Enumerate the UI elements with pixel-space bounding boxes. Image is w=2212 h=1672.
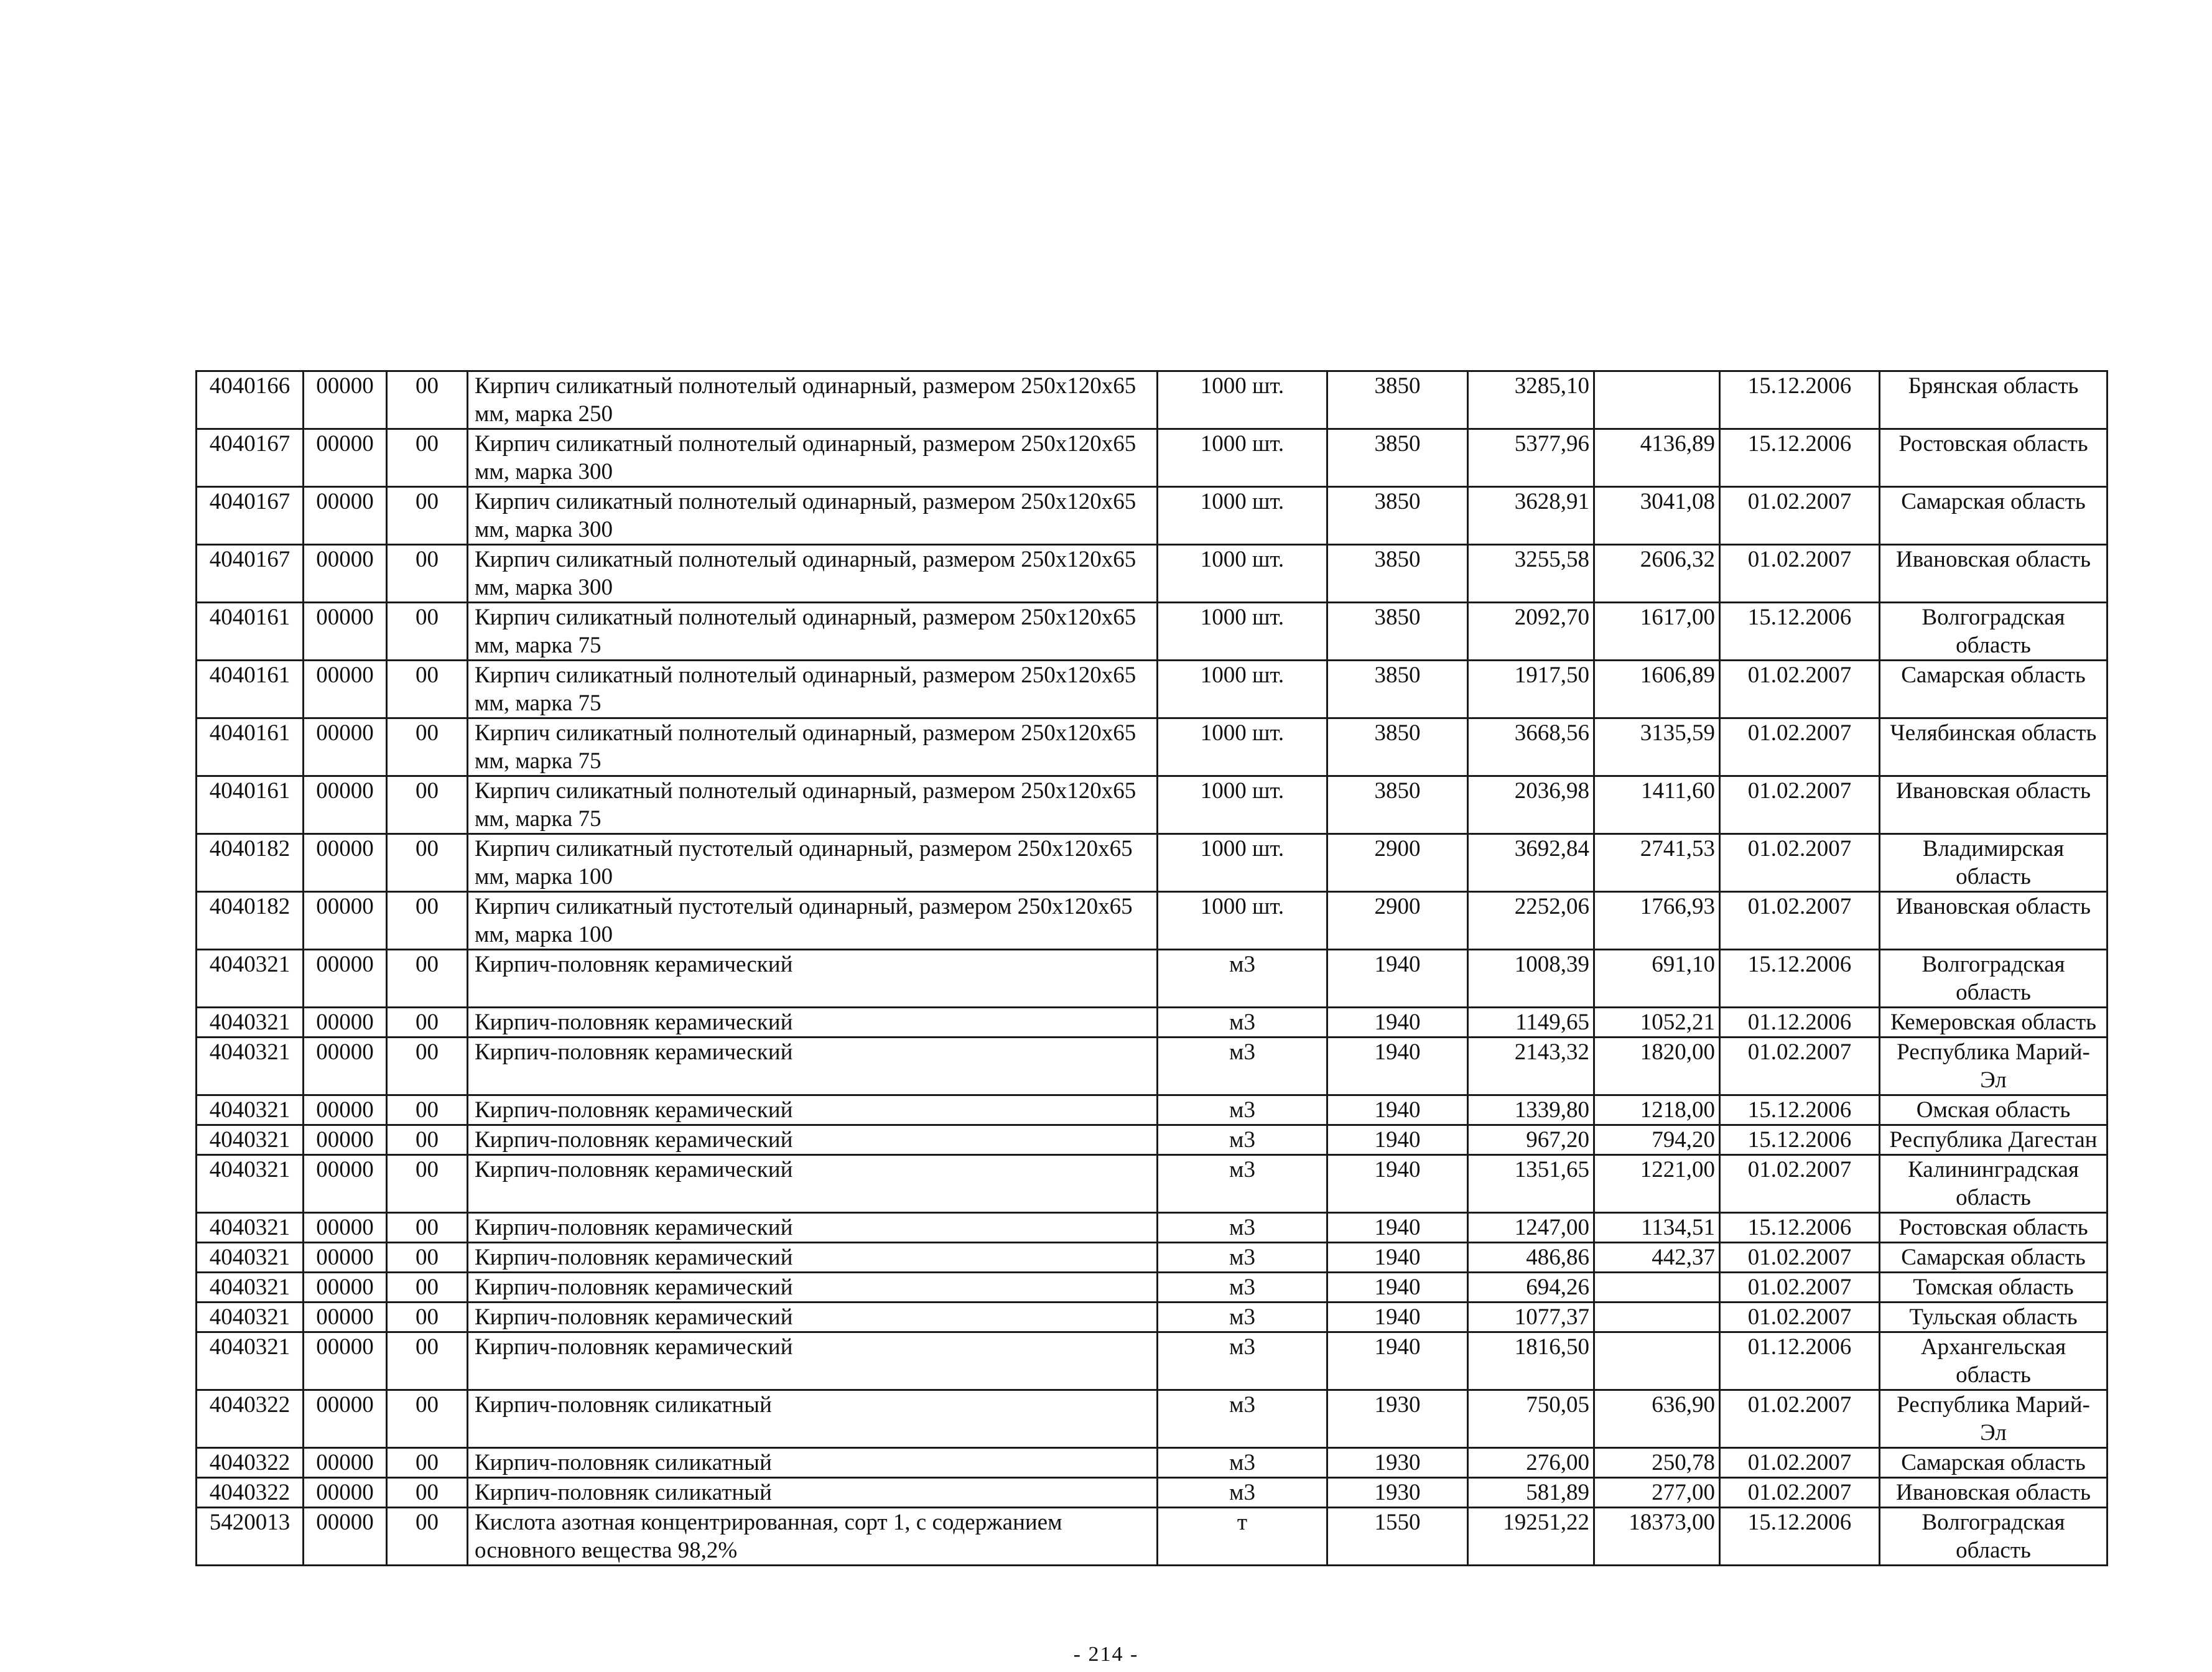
cell-unit: 1000 шт. xyxy=(1158,892,1327,950)
cell-price-min: 3135,59 xyxy=(1594,718,1720,776)
cell-suffix-code: 00 xyxy=(387,1332,468,1390)
cell-product-name: Кирпич силикатный пустотелый одинарный, размером 250x120x65 мм, марка 100 xyxy=(468,892,1158,950)
cell-region: Самарская область xyxy=(1880,1243,2107,1273)
cell-sub-code: 00000 xyxy=(304,834,387,892)
cell-date: 15.12.2006 xyxy=(1720,1213,1880,1243)
table-row xyxy=(197,1303,2107,1332)
cell-region: Калининградская область xyxy=(1880,1155,2107,1213)
cell-region: Владимирская область xyxy=(1880,834,2107,892)
cell-suffix-code: 00 xyxy=(387,1008,468,1038)
cell-price-min: 18373,00 xyxy=(1594,1508,1720,1566)
cell-region: Омская область xyxy=(1880,1095,2107,1125)
cell-product-code: 4040161 xyxy=(197,603,304,661)
cell-sub-code: 00000 xyxy=(304,1095,387,1125)
cell-unit: м3 xyxy=(1158,1125,1327,1155)
cell-price-min: 1820,00 xyxy=(1594,1038,1720,1095)
cell-product-code: 5420013 xyxy=(197,1508,304,1566)
cell-region: Архангельская область xyxy=(1880,1332,2107,1390)
cell-price-min: 4136,89 xyxy=(1594,429,1720,487)
cell-unit: м3 xyxy=(1158,1273,1327,1303)
table-row xyxy=(197,1213,2107,1243)
cell-price-min: 442,37 xyxy=(1594,1243,1720,1273)
cell-product-name: Кирпич силикатный полнотелый одинарный, размером 250x120x65 мм, марка 75 xyxy=(468,603,1158,661)
cell-product-code: 4040321 xyxy=(197,1243,304,1273)
cell-date: 01.02.2007 xyxy=(1720,1243,1880,1273)
table-row xyxy=(197,1448,2107,1478)
cell-product-name: Кирпич-половняк керамический xyxy=(468,1125,1158,1155)
table-row xyxy=(197,429,2107,487)
cell-unit: м3 xyxy=(1158,1095,1327,1125)
cell-product-name: Кирпич силикатный полнотелый одинарный, размером 250x120x65 мм, марка 300 xyxy=(468,545,1158,603)
cell-unit: м3 xyxy=(1158,1303,1327,1332)
cell-price-max: 1917,50 xyxy=(1468,661,1594,718)
cell-standard-code: 1930 xyxy=(1327,1448,1468,1478)
cell-price-min: 1218,00 xyxy=(1594,1095,1720,1125)
cell-date: 15.12.2006 xyxy=(1720,1508,1880,1566)
cell-unit: 1000 шт. xyxy=(1158,661,1327,718)
cell-sub-code: 00000 xyxy=(304,718,387,776)
cell-product-code: 4040167 xyxy=(197,545,304,603)
cell-suffix-code: 00 xyxy=(387,776,468,834)
cell-sub-code: 00000 xyxy=(304,371,387,429)
cell-suffix-code: 00 xyxy=(387,487,468,545)
cell-standard-code: 1940 xyxy=(1327,1125,1468,1155)
cell-product-name: Кирпич силикатный полнотелый одинарный, размером 250x120x65 мм, марка 75 xyxy=(468,776,1158,834)
cell-price-max: 2252,06 xyxy=(1468,892,1594,950)
table-row xyxy=(197,603,2107,661)
cell-product-code: 4040182 xyxy=(197,892,304,950)
table-row xyxy=(197,1155,2107,1213)
cell-sub-code: 00000 xyxy=(304,1125,387,1155)
cell-product-name: Кирпич-половняк керамический xyxy=(468,1273,1158,1303)
cell-suffix-code: 00 xyxy=(387,429,468,487)
cell-product-name: Кирпич-половняк силикатный xyxy=(468,1478,1158,1508)
table-row xyxy=(197,950,2107,1008)
cell-standard-code: 1940 xyxy=(1327,1155,1468,1213)
cell-region: Ивановская область xyxy=(1880,545,2107,603)
cell-region: Брянская область xyxy=(1880,371,2107,429)
cell-suffix-code: 00 xyxy=(387,1213,468,1243)
cell-product-name: Кирпич силикатный полнотелый одинарный, размером 250x120x65 мм, марка 300 xyxy=(468,429,1158,487)
cell-suffix-code: 00 xyxy=(387,545,468,603)
cell-price-max: 694,26 xyxy=(1468,1273,1594,1303)
cell-suffix-code: 00 xyxy=(387,371,468,429)
cell-date: 15.12.2006 xyxy=(1720,1095,1880,1125)
cell-product-name: Кирпич-половняк керамический xyxy=(468,1213,1158,1243)
cell-standard-code: 1930 xyxy=(1327,1478,1468,1508)
cell-price-max: 1077,37 xyxy=(1468,1303,1594,1332)
cell-suffix-code: 00 xyxy=(387,1155,468,1213)
cell-unit: м3 xyxy=(1158,1478,1327,1508)
cell-date: 01.12.2006 xyxy=(1720,1008,1880,1038)
cell-product-code: 4040167 xyxy=(197,429,304,487)
cell-suffix-code: 00 xyxy=(387,950,468,1008)
cell-product-code: 4040182 xyxy=(197,834,304,892)
cell-price-min: 1134,51 xyxy=(1594,1213,1720,1243)
cell-date: 01.02.2007 xyxy=(1720,1303,1880,1332)
cell-price-min: 1411,60 xyxy=(1594,776,1720,834)
cell-region: Ростовская область xyxy=(1880,1213,2107,1243)
cell-standard-code: 3850 xyxy=(1327,776,1468,834)
cell-date: 15.12.2006 xyxy=(1720,371,1880,429)
cell-price-min: 794,20 xyxy=(1594,1125,1720,1155)
cell-suffix-code: 00 xyxy=(387,661,468,718)
cell-product-name: Кирпич-половняк керамический xyxy=(468,1155,1158,1213)
cell-price-max: 1351,65 xyxy=(1468,1155,1594,1213)
cell-price-min: 636,90 xyxy=(1594,1390,1720,1448)
cell-date: 15.12.2006 xyxy=(1720,429,1880,487)
cell-price-min: 250,78 xyxy=(1594,1448,1720,1478)
cell-standard-code: 1940 xyxy=(1327,1095,1468,1125)
cell-suffix-code: 00 xyxy=(387,718,468,776)
table-row xyxy=(197,1478,2107,1508)
cell-product-name: Кирпич силикатный полнотелый одинарный, размером 250x120x65 мм, марка 300 xyxy=(468,487,1158,545)
cell-sub-code: 00000 xyxy=(304,1008,387,1038)
cell-unit: 1000 шт. xyxy=(1158,371,1327,429)
cell-price-min: 1606,89 xyxy=(1594,661,1720,718)
cell-region: Томская область xyxy=(1880,1273,2107,1303)
cell-standard-code: 1940 xyxy=(1327,1213,1468,1243)
cell-region: Ивановская область xyxy=(1880,892,2107,950)
cell-product-code: 4040321 xyxy=(197,950,304,1008)
cell-date: 01.02.2007 xyxy=(1720,776,1880,834)
cell-region: Ивановская область xyxy=(1880,1478,2107,1508)
cell-product-code: 4040321 xyxy=(197,1213,304,1243)
cell-standard-code: 3850 xyxy=(1327,603,1468,661)
cell-suffix-code: 00 xyxy=(387,1508,468,1566)
cell-product-code: 4040321 xyxy=(197,1008,304,1038)
cell-product-code: 4040322 xyxy=(197,1448,304,1478)
cell-price-max: 1008,39 xyxy=(1468,950,1594,1008)
cell-product-code: 4040321 xyxy=(197,1273,304,1303)
cell-price-max: 1339,80 xyxy=(1468,1095,1594,1125)
cell-date: 01.02.2007 xyxy=(1720,1390,1880,1448)
cell-unit: м3 xyxy=(1158,1038,1327,1095)
cell-region: Ивановская область xyxy=(1880,776,2107,834)
cell-price-max: 3692,84 xyxy=(1468,834,1594,892)
cell-product-name: Кирпич-половняк керамический xyxy=(468,950,1158,1008)
cell-standard-code: 3850 xyxy=(1327,661,1468,718)
cell-region: Волгоградская область xyxy=(1880,603,2107,661)
cell-product-code: 4040167 xyxy=(197,487,304,545)
cell-standard-code: 1940 xyxy=(1327,1008,1468,1038)
cell-product-name: Кирпич-половняк керамический xyxy=(468,1008,1158,1038)
cell-price-max: 581,89 xyxy=(1468,1478,1594,1508)
cell-price-max: 1247,00 xyxy=(1468,1213,1594,1243)
cell-standard-code: 2900 xyxy=(1327,834,1468,892)
cell-suffix-code: 00 xyxy=(387,1125,468,1155)
cell-price-max: 276,00 xyxy=(1468,1448,1594,1478)
cell-price-min xyxy=(1594,371,1720,429)
cell-standard-code: 3850 xyxy=(1327,429,1468,487)
table-row xyxy=(197,1390,2107,1448)
table-row xyxy=(197,371,2107,429)
cell-sub-code: 00000 xyxy=(304,429,387,487)
cell-suffix-code: 00 xyxy=(387,1478,468,1508)
cell-price-min: 1052,21 xyxy=(1594,1008,1720,1038)
cell-date: 01.02.2007 xyxy=(1720,892,1880,950)
cell-region: Самарская область xyxy=(1880,487,2107,545)
cell-price-max: 19251,22 xyxy=(1468,1508,1594,1566)
cell-region: Самарская область xyxy=(1880,661,2107,718)
page-number: - 214 - xyxy=(1073,1643,1139,1666)
table-row xyxy=(197,1038,2107,1095)
cell-standard-code: 1940 xyxy=(1327,1332,1468,1390)
cell-sub-code: 00000 xyxy=(304,603,387,661)
cell-region: Тульская область xyxy=(1880,1303,2107,1332)
cell-region: Республика Марий-Эл xyxy=(1880,1390,2107,1448)
table-row xyxy=(197,1095,2107,1125)
cell-product-code: 4040321 xyxy=(197,1332,304,1390)
cell-price-max: 3255,58 xyxy=(1468,545,1594,603)
cell-region: Волгоградская область xyxy=(1880,950,2107,1008)
cell-standard-code: 1940 xyxy=(1327,950,1468,1008)
table-row xyxy=(197,1243,2107,1273)
cell-suffix-code: 00 xyxy=(387,1273,468,1303)
cell-sub-code: 00000 xyxy=(304,1155,387,1213)
cell-price-max: 2092,70 xyxy=(1468,603,1594,661)
cell-price-min: 691,10 xyxy=(1594,950,1720,1008)
cell-date: 01.02.2007 xyxy=(1720,1273,1880,1303)
cell-region: Челябинская область xyxy=(1880,718,2107,776)
table-row xyxy=(197,1332,2107,1390)
cell-product-name: Кирпич-половняк керамический xyxy=(468,1095,1158,1125)
cell-price-max: 5377,96 xyxy=(1468,429,1594,487)
cell-product-code: 4040161 xyxy=(197,718,304,776)
cell-price-max: 3668,56 xyxy=(1468,718,1594,776)
cell-sub-code: 00000 xyxy=(304,1508,387,1566)
cell-date: 01.02.2007 xyxy=(1720,1038,1880,1095)
table-row xyxy=(197,545,2107,603)
table-row xyxy=(197,834,2107,892)
cell-price-min: 3041,08 xyxy=(1594,487,1720,545)
cell-unit: 1000 шт. xyxy=(1158,834,1327,892)
cell-product-name: Кирпич силикатный пустотелый одинарный, размером 250x120x65 мм, марка 100 xyxy=(468,834,1158,892)
cell-date: 01.02.2007 xyxy=(1720,1478,1880,1508)
cell-product-code: 4040321 xyxy=(197,1303,304,1332)
cell-product-code: 4040161 xyxy=(197,776,304,834)
cell-product-code: 4040322 xyxy=(197,1478,304,1508)
cell-price-max: 2143,32 xyxy=(1468,1038,1594,1095)
cell-sub-code: 00000 xyxy=(304,950,387,1008)
cell-price-min xyxy=(1594,1332,1720,1390)
cell-price-max: 2036,98 xyxy=(1468,776,1594,834)
cell-region: Самарская область xyxy=(1880,1448,2107,1478)
cell-region: Ростовская область xyxy=(1880,429,2107,487)
cell-standard-code: 1940 xyxy=(1327,1038,1468,1095)
cell-unit: м3 xyxy=(1158,1008,1327,1038)
cell-product-code: 4040161 xyxy=(197,661,304,718)
cell-price-max: 967,20 xyxy=(1468,1125,1594,1155)
table-row xyxy=(197,487,2107,545)
cell-price-min: 2606,32 xyxy=(1594,545,1720,603)
cell-sub-code: 00000 xyxy=(304,1243,387,1273)
cell-sub-code: 00000 xyxy=(304,1213,387,1243)
cell-standard-code: 1940 xyxy=(1327,1243,1468,1273)
cell-standard-code: 3850 xyxy=(1327,718,1468,776)
cell-unit: м3 xyxy=(1158,950,1327,1008)
table-body xyxy=(197,371,2107,1566)
cell-price-max: 486,86 xyxy=(1468,1243,1594,1273)
cell-product-code: 4040321 xyxy=(197,1038,304,1095)
cell-sub-code: 00000 xyxy=(304,1303,387,1332)
cell-date: 01.02.2007 xyxy=(1720,1448,1880,1478)
cell-region: Волгоградская область xyxy=(1880,1508,2107,1566)
cell-product-name: Кирпич-половняк силикатный xyxy=(468,1448,1158,1478)
cell-sub-code: 00000 xyxy=(304,892,387,950)
cell-product-name: Кирпич-половняк керамический xyxy=(468,1038,1158,1095)
cell-product-name: Кирпич силикатный полнотелый одинарный, размером 250x120x65 мм, марка 75 xyxy=(468,718,1158,776)
cell-product-name: Кирпич силикатный полнотелый одинарный, размером 250x120x65 мм, марка 250 xyxy=(468,371,1158,429)
cell-date: 01.02.2007 xyxy=(1720,487,1880,545)
cell-product-name: Кирпич-половняк керамический xyxy=(468,1332,1158,1390)
cell-product-name: Кирпич-половняк силикатный xyxy=(468,1390,1158,1448)
cell-product-name: Кислота азотная концентрированная, сорт 1, с содержанием основного вещества 98,2% xyxy=(468,1508,1158,1566)
cell-suffix-code: 00 xyxy=(387,1448,468,1478)
table-row xyxy=(197,1125,2107,1155)
cell-unit: м3 xyxy=(1158,1390,1327,1448)
cell-standard-code: 3850 xyxy=(1327,487,1468,545)
cell-product-name: Кирпич-половняк керамический xyxy=(468,1303,1158,1332)
cell-product-code: 4040321 xyxy=(197,1155,304,1213)
cell-standard-code: 2900 xyxy=(1327,892,1468,950)
cell-product-code: 4040321 xyxy=(197,1095,304,1125)
cell-sub-code: 00000 xyxy=(304,1332,387,1390)
cell-date: 15.12.2006 xyxy=(1720,950,1880,1008)
cell-standard-code: 1550 xyxy=(1327,1508,1468,1566)
cell-sub-code: 00000 xyxy=(304,661,387,718)
cell-standard-code: 1930 xyxy=(1327,1390,1468,1448)
cell-unit: 1000 шт. xyxy=(1158,718,1327,776)
cell-suffix-code: 00 xyxy=(387,1390,468,1448)
cell-unit: м3 xyxy=(1158,1155,1327,1213)
cell-product-name: Кирпич-половняк керамический xyxy=(468,1243,1158,1273)
cell-price-max: 3628,91 xyxy=(1468,487,1594,545)
cell-sub-code: 00000 xyxy=(304,1478,387,1508)
cell-date: 01.02.2007 xyxy=(1720,1155,1880,1213)
cell-product-code: 4040322 xyxy=(197,1390,304,1448)
cell-unit: 1000 шт. xyxy=(1158,545,1327,603)
cell-unit: т xyxy=(1158,1508,1327,1566)
table-row xyxy=(197,718,2107,776)
cell-date: 01.02.2007 xyxy=(1720,834,1880,892)
table-row xyxy=(197,1008,2107,1038)
cell-sub-code: 00000 xyxy=(304,1390,387,1448)
table-row xyxy=(197,661,2107,718)
table-row xyxy=(197,1273,2107,1303)
cell-sub-code: 00000 xyxy=(304,1038,387,1095)
cell-price-max: 1149,65 xyxy=(1468,1008,1594,1038)
cell-date: 01.02.2007 xyxy=(1720,661,1880,718)
cell-unit: 1000 шт. xyxy=(1158,776,1327,834)
cell-price-min: 2741,53 xyxy=(1594,834,1720,892)
table-row xyxy=(197,1508,2107,1566)
cell-sub-code: 00000 xyxy=(304,545,387,603)
cell-price-min: 1221,00 xyxy=(1594,1155,1720,1213)
cell-suffix-code: 00 xyxy=(387,603,468,661)
cell-unit: 1000 шт. xyxy=(1158,603,1327,661)
cell-suffix-code: 00 xyxy=(387,1243,468,1273)
cell-unit: м3 xyxy=(1158,1243,1327,1273)
cell-unit: 1000 шт. xyxy=(1158,429,1327,487)
cell-suffix-code: 00 xyxy=(387,1095,468,1125)
cell-date: 01.02.2007 xyxy=(1720,545,1880,603)
cell-product-name: Кирпич силикатный полнотелый одинарный, размером 250x120x65 мм, марка 75 xyxy=(468,661,1158,718)
cell-region: Кемеровская область xyxy=(1880,1008,2107,1038)
cell-region: Республика Дагестан xyxy=(1880,1125,2107,1155)
cell-date: 01.12.2006 xyxy=(1720,1332,1880,1390)
cell-product-code: 4040166 xyxy=(197,371,304,429)
cell-product-code: 4040321 xyxy=(197,1125,304,1155)
cell-price-min: 1766,93 xyxy=(1594,892,1720,950)
cell-price-max: 1816,50 xyxy=(1468,1332,1594,1390)
cell-sub-code: 00000 xyxy=(304,1273,387,1303)
cell-date: 15.12.2006 xyxy=(1720,603,1880,661)
cell-standard-code: 3850 xyxy=(1327,545,1468,603)
price-table xyxy=(195,370,2108,1566)
cell-unit: м3 xyxy=(1158,1448,1327,1478)
cell-unit: м3 xyxy=(1158,1213,1327,1243)
cell-price-min: 277,00 xyxy=(1594,1478,1720,1508)
cell-suffix-code: 00 xyxy=(387,892,468,950)
cell-price-max: 750,05 xyxy=(1468,1390,1594,1448)
cell-region: Республика Марий-Эл xyxy=(1880,1038,2107,1095)
cell-standard-code: 1940 xyxy=(1327,1273,1468,1303)
cell-price-max: 3285,10 xyxy=(1468,371,1594,429)
cell-date: 01.02.2007 xyxy=(1720,718,1880,776)
cell-sub-code: 00000 xyxy=(304,1448,387,1478)
cell-suffix-code: 00 xyxy=(387,834,468,892)
cell-unit: м3 xyxy=(1158,1332,1327,1390)
cell-standard-code: 3850 xyxy=(1327,371,1468,429)
cell-price-min xyxy=(1594,1303,1720,1332)
cell-sub-code: 00000 xyxy=(304,776,387,834)
cell-standard-code: 1940 xyxy=(1327,1303,1468,1332)
cell-unit: 1000 шт. xyxy=(1158,487,1327,545)
cell-sub-code: 00000 xyxy=(304,487,387,545)
cell-suffix-code: 00 xyxy=(387,1303,468,1332)
cell-suffix-code: 00 xyxy=(387,1038,468,1095)
cell-date: 15.12.2006 xyxy=(1720,1125,1880,1155)
table-row xyxy=(197,892,2107,950)
table-row xyxy=(197,776,2107,834)
cell-price-min xyxy=(1594,1273,1720,1303)
cell-price-min: 1617,00 xyxy=(1594,603,1720,661)
